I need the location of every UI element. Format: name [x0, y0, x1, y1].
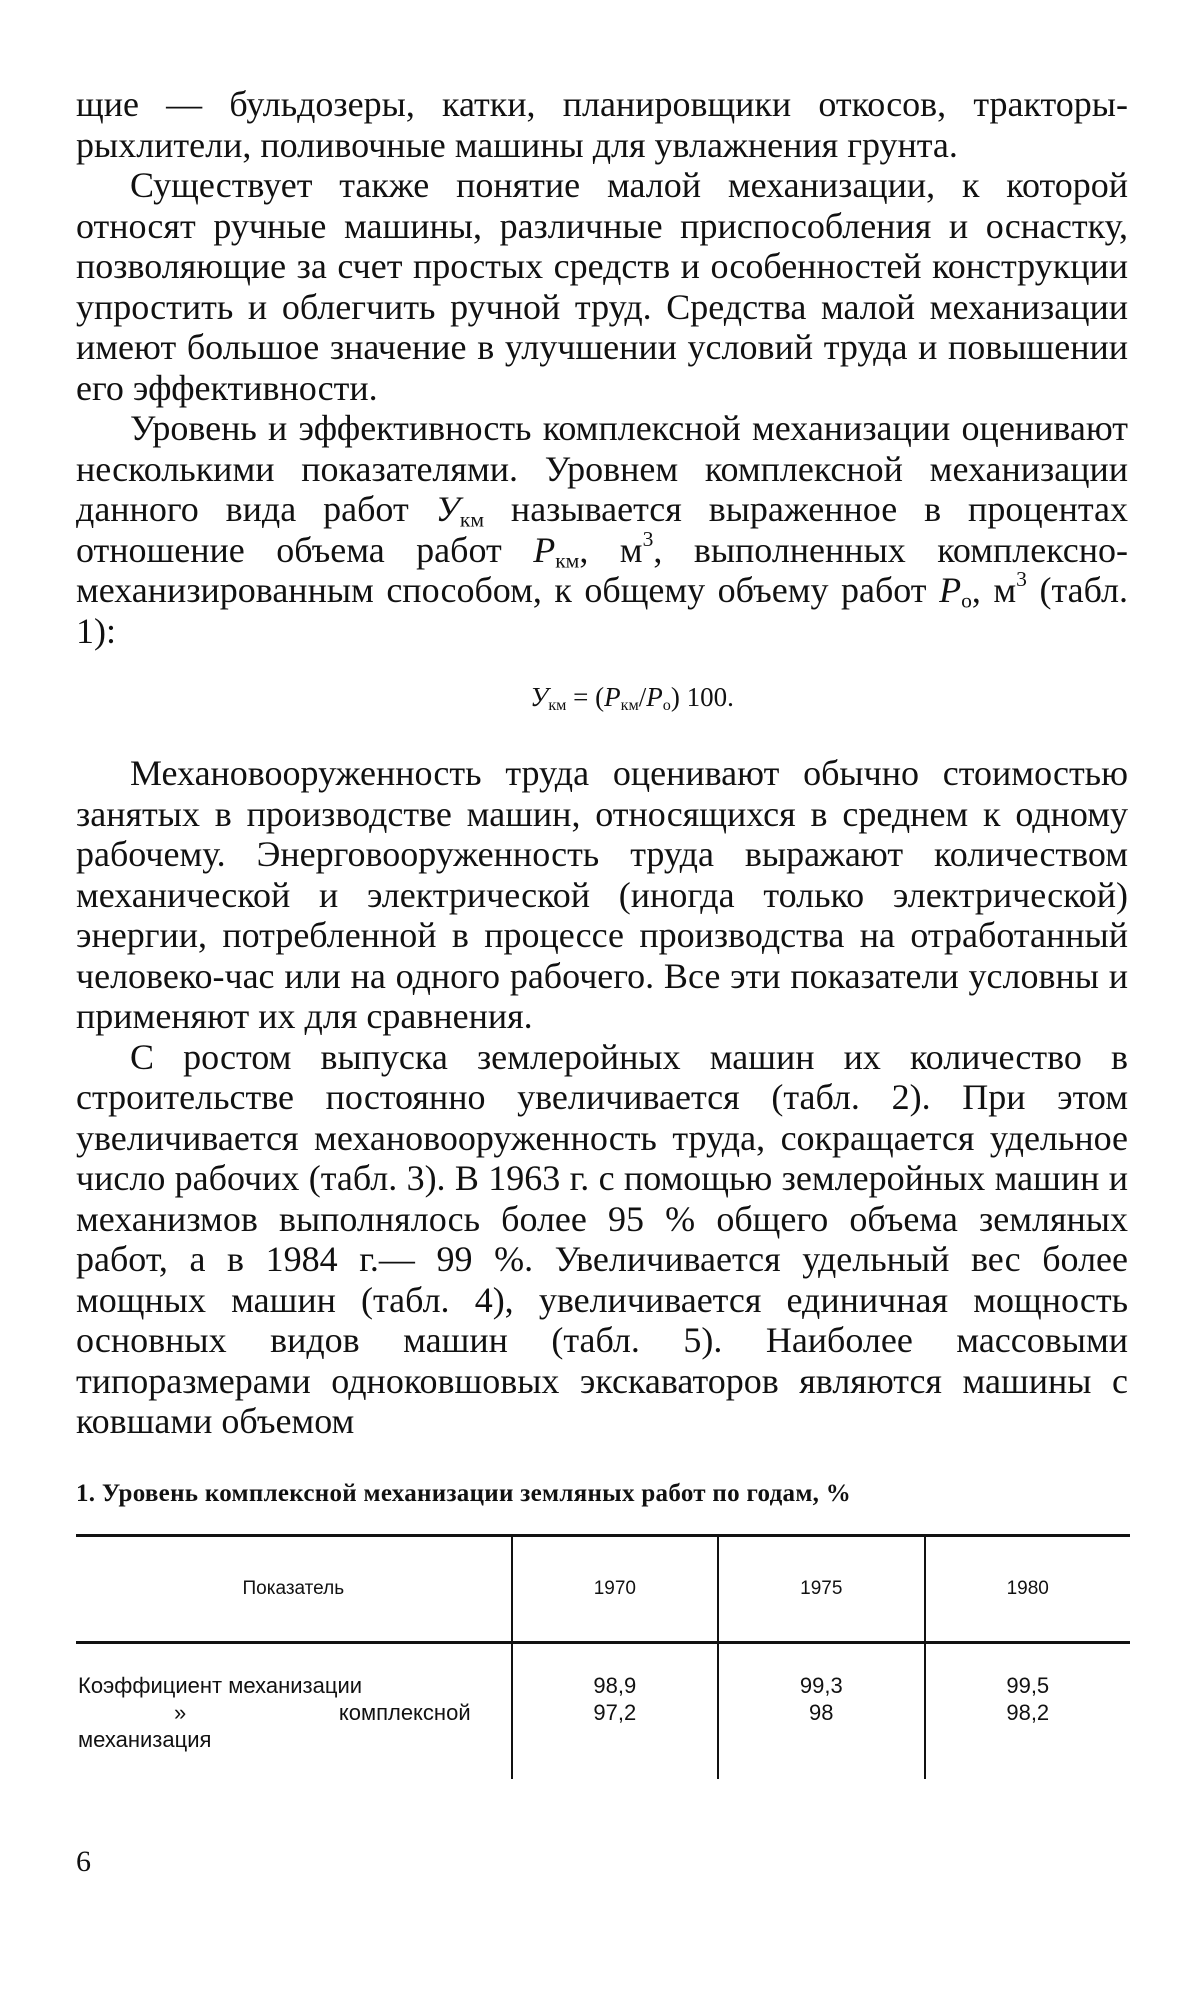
formula-equals: = (: [566, 682, 605, 712]
value-1980-mechanization: 99,5: [1006, 1672, 1050, 1698]
value-1975-complex: 98: [809, 1699, 834, 1725]
formula-p-0-subscript: о: [662, 696, 671, 715]
symbol-u: У: [435, 489, 460, 529]
header-year-1970: 1970: [512, 1535, 718, 1642]
page-body: [76, 84, 1128, 1779]
symbol-p-0-subscript: о: [961, 588, 972, 613]
formula-lhs-subscript: км: [548, 696, 567, 715]
paragraph-5: С ростом выпуска землеройных машин их количество в строительстве постоянно увеличивается (табл. 2). При этом увеличивается механовооруженность труда, сокращается удельное число рабочих (табл. 3). В 1963 г. с помощью землеройных машин и механизмов выполнялось более 95 % общего объема земляных работ, а в 1984 г.— 99 %. Увеличивается удельный вес более мощных машин (табл. 4), увеличивается единичная мощность основных видов машин (табл. 5). Наиболее массовыми типоразмерами одноковшовых экскаваторов являются машины с ковшами объемом: [76, 1036, 1128, 1441]
unit-cubic-2: 3: [1016, 566, 1027, 591]
header-year-1980: 1980: [925, 1535, 1130, 1642]
formula-p-km: P: [604, 682, 621, 712]
table-header-row: [76, 1535, 1130, 1642]
cell-1975: [718, 1642, 924, 1779]
row-label-mechanization-continued: механизация: [78, 1726, 212, 1752]
row-label: [76, 1642, 512, 1779]
paragraph-3-part-c: , м: [579, 529, 643, 570]
formula-p-0: P: [646, 682, 663, 712]
unit-cubic-1: 3: [642, 526, 654, 551]
paragraph-3-part-e: , м: [971, 570, 1017, 610]
paragraph-3-part-b: называется выраженное в процентах отношение объема работ: [76, 489, 1128, 570]
formula-lhs: У: [530, 682, 549, 712]
paragraph-2: Существует также понятие малой механизации, к которой относят ручные машины, различные приспособления и оснастку, позволяющие за счет простых средств и особенностей конструкции упростить и облегчить ручной труд. Средства малой механизации имеют большое значение в улучшении условий труда и повышении его эффективности.: [76, 165, 1128, 408]
formula-p-km-subscript: км: [620, 696, 639, 715]
formula-slash: /: [638, 682, 647, 712]
formula-tail: ) 100.: [670, 682, 734, 712]
value-1970-complex: 97,2: [593, 1699, 637, 1725]
symbol-p-km: P: [533, 529, 556, 570]
symbol-p-km-subscript: км: [555, 547, 580, 572]
table-caption: 1. Уровень комплексной механизации земляных работ по годам, %: [76, 1479, 852, 1507]
paragraph-1: щие — бульдозеры, катки, планировщики откосов, тракторы-рыхлители, поливочные машины для увлажнения грунта.: [76, 84, 1128, 165]
paragraph-4: Механовооруженность труда оценивают обычно стоимостью занятых в производстве машин, относящихся в среднем к одному рабочему. Энерговооруженность труда выражают количеством механической и электрической (иногда только электрической) энергии, потребленной в процессе производства на отработанный человеко-час или на одного рабочего. Все эти показатели условны и применяют их для сравнения.: [76, 753, 1128, 1036]
header-indicator: Показатель: [76, 1535, 512, 1642]
value-1980-complex: 98,2: [1006, 1699, 1050, 1725]
value-1975-mechanization: 99,3: [799, 1672, 843, 1698]
symbol-p-0: P: [939, 570, 962, 610]
page-number: 6: [76, 1845, 91, 1878]
table-row: [76, 1642, 1130, 1779]
formula: [76, 677, 1128, 717]
mechanization-table: [76, 1534, 1130, 1779]
paragraph-3-part-a: Уровень и эффективность комплексной механизации оценивают несколькими показателями. Уровнем комплексной механизации данного вида работ: [76, 408, 1128, 529]
ditto-mark: »: [174, 1699, 187, 1725]
cell-1970: [512, 1642, 718, 1779]
paragraph-3-part-f: (табл. 1):: [76, 570, 1128, 651]
header-year-1975: 1975: [718, 1535, 924, 1642]
paragraph-3-part-d: , выполненных комплексно-механизированным способом, к общему объему работ: [76, 529, 1129, 610]
paragraph-3: [76, 408, 1128, 651]
cell-1980: [925, 1642, 1130, 1779]
row-label-complex: [78, 1699, 471, 1726]
value-1970-mechanization: 98,9: [593, 1672, 637, 1698]
row-label-complex-word: комплексной: [338, 1699, 471, 1725]
symbol-u-subscript: км: [459, 507, 484, 532]
row-label-mechanization: Коэффициент механизации: [78, 1672, 363, 1698]
